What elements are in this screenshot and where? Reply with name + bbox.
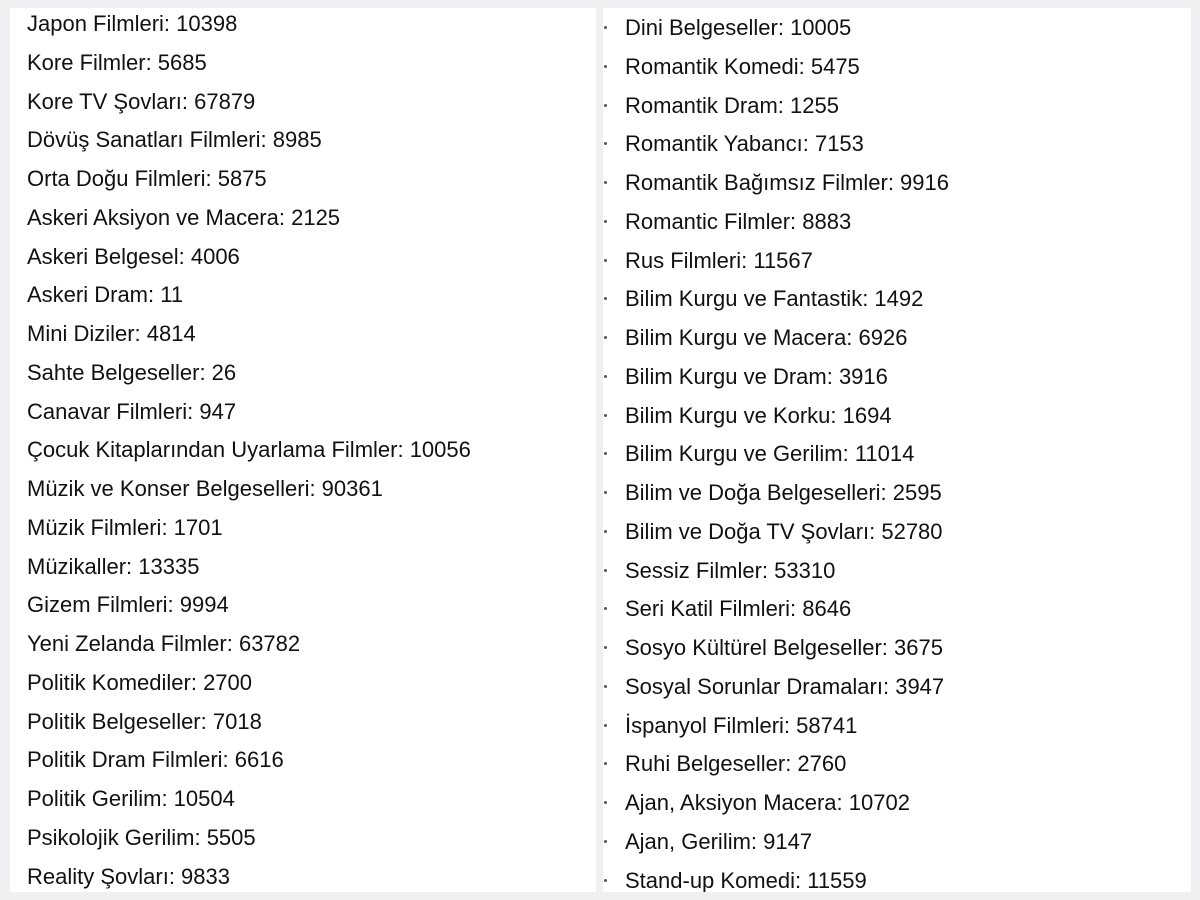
bullet-dot-icon [604, 259, 607, 262]
bullet-dot-icon [604, 762, 607, 765]
genre-list-item [603, 203, 1191, 242]
genre-count-text: Psikolojik Gerilim: 5505 [27, 824, 256, 850]
genre-count-text: Politik Komediler: 2700 [27, 669, 253, 695]
genre-list-item [10, 780, 596, 819]
genre-list-item [603, 125, 1191, 164]
genre-count-text: Stand-up Komedi: 11559 [625, 867, 867, 892]
bullet-dot-icon [604, 452, 607, 455]
genre-count-text: Askeri Belgesel: 4006 [27, 243, 240, 269]
genre-count-text: Japon Filmleri: 10398 [27, 11, 238, 36]
genre-list-item [603, 9, 1191, 48]
genre-count-text: Müzik ve Konser Belgeselleri: 90361 [27, 476, 383, 501]
genre-list-item [10, 238, 596, 277]
genre-list-item [10, 586, 596, 625]
genre-list-item [603, 629, 1191, 668]
genre-count-text: Sosyo Kültürel Belgeseller: 3675 [625, 635, 943, 660]
genre-list-item [603, 590, 1191, 629]
genre-count-text: Kore Filmler: 5685 [27, 49, 207, 75]
genre-list-item [10, 470, 596, 509]
genre-list-item [603, 862, 1191, 893]
genre-list-item [603, 319, 1191, 358]
genre-list-item [10, 548, 596, 587]
genre-count-text: Politik Gerilim: 10504 [27, 786, 235, 811]
genre-list-item [10, 625, 596, 664]
bullet-dot-icon [604, 142, 607, 145]
genre-list-item [603, 668, 1191, 707]
genre-list-item [10, 44, 596, 83]
genre-list-item [603, 552, 1191, 591]
genre-count-text: Bilim Kurgu ve Korku: 1694 [625, 402, 892, 428]
genre-list-item [10, 703, 596, 742]
genre-list-item [10, 83, 596, 122]
genre-list-item [603, 707, 1191, 746]
genre-count-text: Romantik Komedi: 5475 [625, 53, 860, 79]
genre-count-text: Sosyal Sorunlar Dramaları: 3947 [625, 673, 945, 699]
genre-count-text: Romantik Yabancı: 7153 [625, 131, 864, 157]
genre-count-text: Romantik Bağımsız Filmler: 9916 [625, 170, 949, 195]
genre-count-text: Politik Dram Filmleri: 6616 [27, 747, 284, 773]
genre-count-text: Müzikaller: 13335 [27, 553, 200, 579]
genre-list-item [603, 280, 1191, 319]
left-genre-list [10, 8, 596, 892]
genre-list-item [10, 664, 596, 703]
genre-count-text: Bilim ve Doğa Belgeselleri: 2595 [625, 480, 942, 505]
genre-count-text: Canavar Filmleri: 947 [27, 398, 237, 424]
genre-list-item [603, 397, 1191, 436]
bullet-dot-icon [604, 26, 607, 29]
genre-list-item [603, 358, 1191, 397]
bullet-dot-icon [604, 65, 607, 68]
genre-list-item [603, 745, 1191, 784]
genre-list-item [603, 164, 1191, 203]
bullet-dot-icon [604, 104, 607, 107]
genre-count-text: Askeri Dram: 11 [27, 282, 184, 308]
genre-list-item [10, 160, 596, 199]
genre-list-item [603, 242, 1191, 281]
genre-list-item [10, 199, 596, 238]
genre-count-text: Dini Belgeseller: 10005 [625, 15, 852, 40]
genre-count-text: Bilim Kurgu ve Dram: 3916 [625, 363, 888, 389]
genre-count-text: Mini Diziler: 4814 [27, 321, 196, 346]
genre-list-item [603, 48, 1191, 87]
genre-list-item [10, 354, 596, 393]
genre-count-text: Sahte Belgeseller: 26 [27, 359, 237, 385]
bullet-dot-icon [604, 220, 607, 223]
genre-list-item [603, 435, 1191, 474]
genre-count-text: Politik Belgeseller: 7018 [27, 708, 262, 734]
bullet-dot-icon [604, 375, 607, 378]
bullet-dot-icon [604, 724, 607, 727]
genre-count-text: Romantik Dram: 1255 [625, 92, 839, 118]
genre-list-item [10, 431, 596, 470]
genre-count-text: Ajan, Aksiyon Macera: 10702 [625, 790, 910, 815]
genre-list-item [603, 784, 1191, 823]
genre-list-item [603, 513, 1191, 552]
genre-count-text: Bilim Kurgu ve Fantastik: 1492 [625, 286, 924, 312]
genre-count-text: Rus Filmleri: 11567 [625, 247, 813, 273]
bullet-dot-icon [604, 297, 607, 300]
bullet-dot-icon [604, 336, 607, 339]
genre-count-text: Reality Şovları: 9833 [27, 863, 230, 889]
genre-list-item [603, 823, 1191, 862]
genre-list-item [10, 741, 596, 780]
genre-list-item [10, 819, 596, 858]
genre-list-item [10, 8, 596, 44]
genre-count-text: Yeni Zelanda Filmler: 63782 [27, 631, 301, 656]
bullet-dot-icon [604, 569, 607, 572]
genre-list-item [10, 509, 596, 548]
genre-list-item [603, 87, 1191, 126]
bullet-dot-icon [604, 879, 607, 882]
genre-count-text: Ajan, Gerilim: 9147 [625, 828, 813, 854]
genre-list-item [10, 276, 596, 315]
bullet-dot-icon [604, 607, 607, 610]
genre-count-text: Romantic Filmler: 8883 [625, 208, 852, 234]
genre-count-text: Dövüş Sanatları Filmleri: 8985 [27, 127, 322, 153]
genre-list-item [10, 121, 596, 160]
genre-count-text: Gizem Filmleri: 9994 [27, 592, 229, 618]
bullet-dot-icon [604, 491, 607, 494]
right-panel [603, 8, 1191, 892]
genre-list-item [10, 393, 596, 432]
bullet-dot-icon [604, 646, 607, 649]
bullet-dot-icon [604, 801, 607, 804]
bullet-dot-icon [604, 685, 607, 688]
genre-count-text: Bilim Kurgu ve Gerilim: 11014 [625, 441, 915, 467]
bullet-dot-icon [604, 414, 607, 417]
genre-count-text: Orta Doğu Filmleri: 5875 [27, 166, 267, 191]
genre-list-item [10, 858, 596, 893]
genre-count-text: Kore TV Şovları: 67879 [27, 88, 256, 114]
genre-count-text: Bilim Kurgu ve Macera: 6926 [625, 325, 908, 350]
genre-count-text: Çocuk Kitaplarından Uyarlama Filmler: 10056 [27, 437, 471, 463]
genre-count-text: Ruhi Belgeseller: 2760 [625, 751, 847, 777]
bullet-dot-icon [604, 181, 607, 184]
genre-count-text: Sessiz Filmler: 53310 [625, 557, 836, 583]
genre-count-text: Müzik Filmleri: 1701 [27, 514, 223, 540]
left-panel [10, 8, 596, 892]
genre-list-item [10, 315, 596, 354]
genre-count-text: İspanyol Filmleri: 58741 [625, 712, 858, 738]
bullet-dot-icon [604, 530, 607, 533]
bullet-dot-icon [604, 840, 607, 843]
genre-list-item [603, 474, 1191, 513]
right-genre-list [603, 9, 1191, 892]
genre-count-text: Askeri Aksiyon ve Macera: 2125 [27, 204, 341, 230]
genre-count-text: Bilim ve Doğa TV Şovları: 52780 [625, 518, 943, 544]
genre-count-text: Seri Katil Filmleri: 8646 [625, 596, 852, 622]
